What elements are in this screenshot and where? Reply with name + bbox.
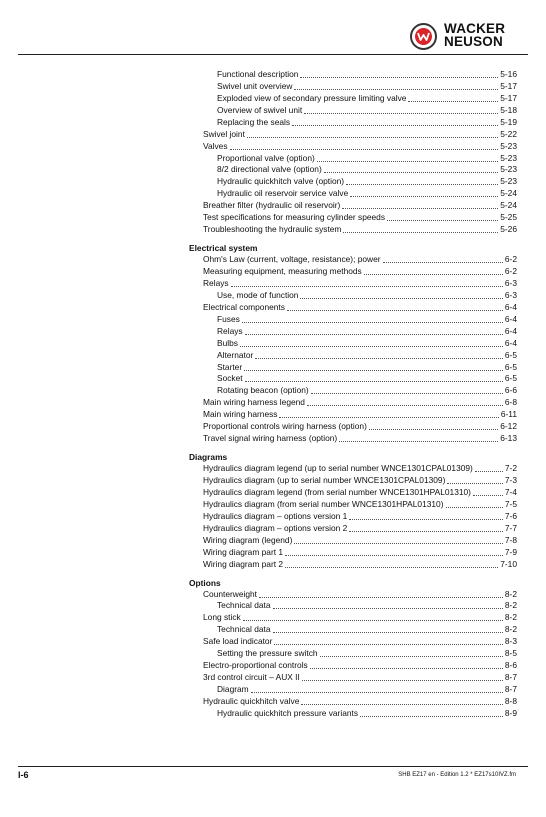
toc-entry-title: Functional description [217, 68, 299, 79]
toc-entry-page: 8-3 [504, 636, 517, 647]
toc-dot-leader [300, 77, 498, 78]
toc-entry-page: 8-5 [504, 648, 517, 659]
toc-entry-page: 8-8 [504, 695, 517, 706]
toc-section-heading[interactable]: Options [189, 577, 221, 588]
toc-entry[interactable] [189, 153, 517, 165]
toc-dot-leader [342, 208, 498, 209]
toc-entry[interactable] [189, 708, 517, 720]
toc-dot-leader [475, 471, 503, 472]
toc-dot-leader [346, 184, 498, 185]
toc-entry[interactable] [189, 326, 517, 338]
toc-entry-page: 7-10 [500, 558, 517, 569]
toc-entry-page: 5-23 [500, 164, 517, 175]
toc-entry[interactable] [189, 589, 517, 601]
toc-entry[interactable] [189, 374, 517, 386]
toc-dot-leader [247, 137, 498, 138]
toc-entry-title: Long stick [203, 612, 241, 623]
toc-dot-leader [242, 322, 503, 323]
toc-entry[interactable] [189, 648, 517, 660]
toc-entry-title: Hydraulics diagram (up to serial number WNCE1301CPAL01309) [203, 475, 446, 486]
toc-entry-page: 6-12 [500, 421, 517, 432]
table-of-contents [189, 69, 517, 720]
toc-dot-leader [292, 125, 498, 126]
toc-entry[interactable] [189, 188, 517, 200]
toc-dot-leader [350, 196, 498, 197]
toc-entry-page: 5-19 [500, 116, 517, 127]
toc-entry-title: Hydraulics diagram legend (up to serial number WNCE1301CPAL01309) [203, 463, 473, 474]
toc-entry-page: 6-13 [500, 433, 517, 444]
toc-entry-page: 7-5 [504, 498, 517, 509]
toc-entry-title: Technical data [217, 600, 271, 611]
toc-dot-leader [447, 483, 503, 484]
toc-entry[interactable] [189, 176, 517, 188]
toc-entry[interactable] [189, 523, 517, 535]
toc-entry-title: Wiring diagram (legend) [203, 534, 293, 545]
toc-entry[interactable] [189, 350, 517, 362]
toc-entry[interactable] [189, 117, 517, 129]
toc-dot-leader [259, 597, 503, 598]
toc-entry[interactable] [189, 547, 517, 559]
brand-name [444, 22, 546, 48]
toc-dot-leader [285, 555, 503, 556]
toc-entry-title: Proportional valve (option) [217, 152, 315, 163]
toc-dot-leader [279, 417, 498, 418]
toc-dot-leader [287, 310, 503, 311]
toc-entry-page: 8-2 [504, 588, 517, 599]
toc-dot-leader [320, 656, 503, 657]
toc-entry-page: 8-9 [504, 707, 517, 718]
toc-entry[interactable] [189, 511, 517, 523]
toc-dot-leader [243, 620, 503, 621]
toc-entry[interactable] [189, 660, 517, 672]
toc-entry-page: 6-2 [504, 266, 517, 277]
toc-entry-page: 8-7 [504, 684, 517, 695]
toc-entry-page: 6-11 [500, 409, 517, 420]
toc-entry-title: Electro-proportional controls [203, 660, 308, 671]
toc-dot-leader [273, 632, 503, 633]
toc-entry-page: 6-4 [504, 325, 517, 336]
toc-entry-title: Main wiring harness legend [203, 397, 305, 408]
toc-entry[interactable] [189, 302, 517, 314]
toc-entry[interactable] [189, 672, 517, 684]
toc-dot-leader [311, 393, 503, 394]
toc-dot-leader [446, 507, 503, 508]
toc-entry-title: Valves [203, 140, 228, 151]
toc-entry[interactable] [189, 165, 517, 177]
toc-dot-leader [300, 298, 502, 299]
toc-entry-title: Overview of swivel unit [217, 104, 303, 115]
toc-dot-leader [369, 429, 498, 430]
toc-entry-page: 5-26 [500, 224, 517, 235]
wacker-neuson-logo-icon [410, 23, 437, 50]
toc-entry-title: Test specifications for measuring cylinder speeds [203, 212, 386, 223]
toc-entry-title: Starter [217, 361, 243, 372]
brand-line-1: WACKER [444, 21, 506, 36]
toc-entry[interactable] [189, 200, 517, 212]
toc-entry-title: Hydraulic oil reservoir service valve [217, 188, 349, 199]
toc-entry-title: Hydraulic quickhitch valve [203, 695, 300, 706]
toc-entry-page: 6-4 [504, 337, 517, 348]
toc-entry-page: 8-2 [504, 624, 517, 635]
toc-entry[interactable] [189, 421, 517, 433]
toc-dot-leader [244, 370, 503, 371]
toc-entry[interactable] [189, 266, 517, 278]
toc-entry-title: Ohm's Law (current, voltage, resistance); power [203, 254, 381, 265]
toc-entry-page: 7-9 [504, 546, 517, 557]
toc-dot-leader [294, 543, 503, 544]
toc-entry[interactable] [189, 684, 517, 696]
toc-entry-title: Rotating beacon (option) [217, 385, 309, 396]
toc-entry-page: 5-18 [500, 104, 517, 115]
toc-entry-page: 6-8 [504, 397, 517, 408]
toc-dot-leader [349, 519, 503, 520]
toc-entry-title: Electrical components [203, 301, 285, 312]
toc-entry-page: 6-5 [504, 361, 517, 372]
toc-dot-leader [251, 692, 503, 693]
toc-entry-page: 5-25 [500, 212, 517, 223]
header-divider [18, 54, 528, 55]
toc-entry[interactable] [189, 129, 517, 141]
toc-entry-page: 5-23 [500, 176, 517, 187]
toc-dot-leader [231, 286, 503, 287]
toc-entry[interactable] [189, 338, 517, 350]
toc-dot-leader [408, 101, 498, 102]
toc-entry[interactable] [189, 93, 517, 105]
toc-entry-title: Travel signal wiring harness (option) [203, 433, 338, 444]
toc-entry-page: 7-4 [504, 486, 517, 497]
toc-entry[interactable] [189, 105, 517, 117]
toc-entry-title: Hydraulics diagram legend (from serial number WNCE1301HPAL01310) [203, 486, 471, 497]
toc-dot-leader [255, 358, 503, 359]
toc-entry[interactable] [189, 141, 517, 153]
toc-entry[interactable] [189, 254, 517, 266]
toc-dot-leader [245, 334, 503, 335]
toc-entry-title: Safe load indicator [203, 636, 273, 647]
toc-entry-page: 5-16 [500, 68, 517, 79]
toc-entry-page: 8-2 [504, 600, 517, 611]
toc-dot-leader [339, 441, 498, 442]
toc-entry[interactable] [189, 69, 517, 81]
toc-entry-title: Relays [217, 325, 243, 336]
toc-entry-title: Hydraulics diagram – options version 1 [203, 510, 348, 521]
toc-entry-title: Setting the pressure switch [217, 648, 318, 659]
toc-entry-title: Exploded view of secondary pressure limiting valve [217, 92, 407, 103]
toc-entry-title: Hydraulics diagram – options version 2 [203, 522, 348, 533]
toc-entry-title: Use, mode of function [217, 289, 299, 300]
toc-entry-page: 6-4 [504, 313, 517, 324]
toc-dot-leader [360, 716, 503, 717]
toc-entry-page: 7-7 [504, 522, 517, 533]
toc-section-heading[interactable]: Electrical system [189, 243, 258, 254]
page-number: I-6 [18, 770, 29, 780]
toc-entry[interactable] [189, 409, 517, 421]
toc-entry[interactable] [189, 559, 517, 571]
toc-entry[interactable] [189, 278, 517, 290]
toc-entry-page: 6-2 [504, 254, 517, 265]
toc-entry-page: 8-2 [504, 612, 517, 623]
toc-entry[interactable] [189, 499, 517, 511]
toc-entry-page: 7-8 [504, 534, 517, 545]
toc-entry-title: Hydraulic quickhitch pressure variants [217, 707, 359, 718]
toc-entry-title: Replacing the seals [217, 116, 291, 127]
toc-section-heading[interactable]: Diagrams [189, 452, 228, 463]
toc-entry-title: Hydraulic quickhitch valve (option) [217, 176, 345, 187]
toc-dot-leader [364, 274, 503, 275]
toc-dot-leader [310, 668, 503, 669]
toc-entry-page: 5-17 [500, 80, 517, 91]
toc-entry-page: 7-2 [504, 463, 517, 474]
toc-entry-title: Alternator [217, 349, 254, 360]
toc-dot-leader [343, 232, 498, 233]
toc-dot-leader [307, 405, 503, 406]
toc-entry-page: 6-3 [504, 289, 517, 300]
toc-entry[interactable] [189, 696, 517, 708]
toc-entry[interactable] [189, 314, 517, 326]
toc-entry[interactable] [189, 397, 517, 409]
toc-entry[interactable] [189, 475, 517, 487]
toc-entry[interactable] [189, 636, 517, 648]
toc-dot-leader [317, 161, 498, 162]
toc-entry[interactable] [189, 362, 517, 374]
toc-entry[interactable] [189, 433, 517, 445]
toc-entry-title: Counterweight [203, 588, 258, 599]
toc-entry-page: 8-6 [504, 660, 517, 671]
toc-entry[interactable] [189, 463, 517, 475]
toc-entry-page: 7-6 [504, 510, 517, 521]
toc-entry[interactable] [189, 612, 517, 624]
footer-divider [18, 766, 528, 767]
toc-dot-leader [273, 608, 503, 609]
toc-entry[interactable] [189, 487, 517, 499]
file-info: SHB EZ17 en - Edition 1.2 * EZ17s10IVZ.fm [398, 772, 516, 778]
toc-dot-leader [240, 346, 503, 347]
toc-dot-leader [301, 704, 503, 705]
toc-entry-page: 5-24 [500, 188, 517, 199]
toc-entry-title: Wiring diagram part 2 [203, 558, 284, 569]
toc-entry[interactable] [189, 224, 517, 236]
toc-dot-leader [349, 531, 503, 532]
toc-entry-page: 6-5 [504, 349, 517, 360]
toc-entry-title: Hydraulics diagram (from serial number WNCE1301HPAL01310) [203, 498, 444, 509]
toc-entry-title: 8/2 directional valve (option) [217, 164, 322, 175]
toc-dot-leader [383, 262, 503, 263]
toc-dot-leader [294, 89, 498, 90]
toc-dot-leader [302, 680, 503, 681]
toc-entry-page: 5-23 [500, 140, 517, 151]
toc-entry-title: Diagram [217, 684, 249, 695]
toc-entry-page: 6-6 [504, 385, 517, 396]
toc-entry-title: Swivel joint [203, 128, 245, 139]
toc-entry-title: Bulbs [217, 337, 238, 348]
toc-entry[interactable] [189, 385, 517, 397]
toc-dot-leader [387, 220, 498, 221]
toc-dot-leader [285, 567, 498, 568]
toc-entry-page: 6-5 [504, 373, 517, 384]
toc-entry[interactable] [189, 535, 517, 547]
toc-dot-leader [274, 644, 503, 645]
toc-entry-page: 6-4 [504, 301, 517, 312]
toc-entry-title: Socket [217, 373, 243, 384]
toc-entry-title: Fuses [217, 313, 240, 324]
toc-entry-title: Troubleshooting the hydraulic system [203, 224, 342, 235]
toc-entry-title: Breather filter (hydraulic oil reservoir) [203, 200, 341, 211]
toc-entry-title: Swivel unit overview [217, 80, 293, 91]
toc-entry-page: 5-17 [500, 92, 517, 103]
toc-entry[interactable] [189, 601, 517, 613]
toc-entry-title: Relays [203, 277, 229, 288]
toc-dot-leader [230, 149, 499, 150]
toc-dot-leader [324, 172, 498, 173]
toc-entry[interactable] [189, 624, 517, 636]
toc-entry[interactable] [189, 81, 517, 93]
toc-entry-page: 5-24 [500, 200, 517, 211]
toc-entry[interactable] [189, 290, 517, 302]
toc-dot-leader [473, 495, 503, 496]
toc-entry-title: Proportional controls wiring harness (option) [203, 421, 367, 432]
toc-entry-page: 8-7 [504, 672, 517, 683]
toc-entry-page: 5-22 [500, 128, 517, 139]
toc-entry-page: 5-23 [500, 152, 517, 163]
toc-entry-title: Measuring equipment, measuring methods [203, 266, 362, 277]
toc-dot-leader [304, 113, 498, 114]
toc-entry-page: 6-3 [504, 277, 517, 288]
toc-entry-title: Technical data [217, 624, 271, 635]
toc-entry-title: 3rd control circuit – AUX II [203, 672, 300, 683]
toc-entry-page: 7-3 [504, 475, 517, 486]
toc-dot-leader [245, 381, 503, 382]
brand-line-2: NEUSON [444, 34, 503, 49]
toc-entry[interactable] [189, 212, 517, 224]
toc-entry-title: Wiring diagram part 1 [203, 546, 284, 557]
toc-entry-title: Main wiring harness [203, 409, 278, 420]
